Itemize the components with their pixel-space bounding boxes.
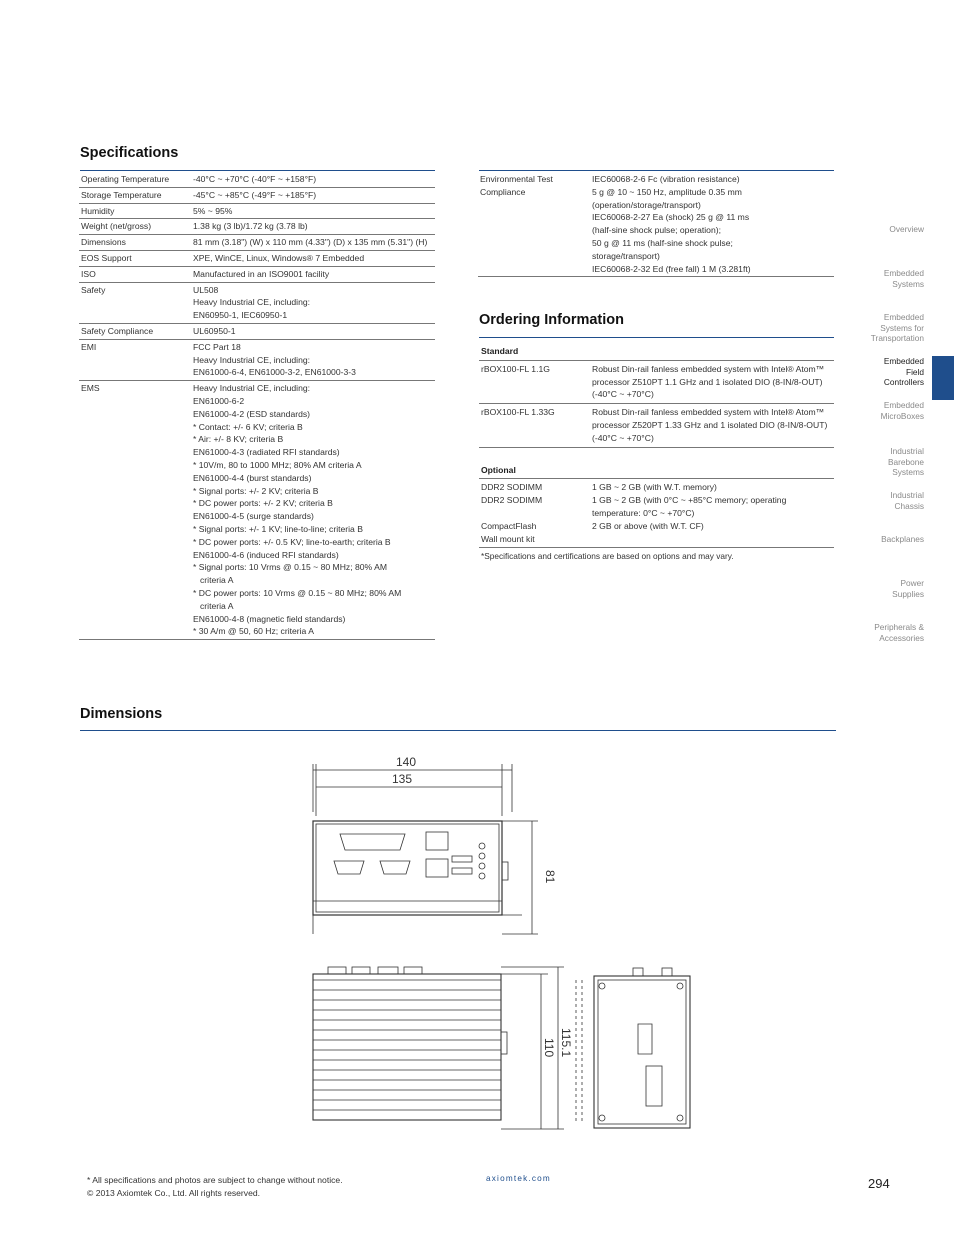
spec-value: [191, 282, 435, 323]
sidenav-item-label: Embedded: [883, 268, 924, 278]
specifications-right-rule: [479, 170, 834, 171]
ordering-description: [592, 363, 832, 401]
sidenav-item-label: Overview: [889, 224, 924, 234]
spec-value-line: * Signal ports: +/- 2 KV; criteria B: [193, 485, 319, 496]
ordering-description: [592, 406, 832, 444]
spec-key: [478, 172, 590, 277]
spec-value-line: -45°C ~ +85°C (-49°F ~ +185°F): [193, 189, 317, 200]
sidenav-item[interactable]: [844, 356, 924, 388]
sidenav-item-label: Controllers: [883, 377, 924, 387]
side-view-drawing: [300, 962, 700, 1134]
sidenav-item-label: Embedded: [883, 400, 924, 410]
optional-values: [592, 481, 832, 545]
sidenav-item-label: Embedded: [883, 312, 924, 322]
spec-value-line: (half-sine shock pulse; operation);: [592, 225, 721, 236]
ordering-model: rBOX100-FL 1.33G: [481, 407, 555, 418]
spec-row: [79, 250, 435, 266]
spec-value-line: (operation/storage/transport): [592, 199, 701, 210]
spec-value-line: criteria A: [200, 575, 234, 586]
sidenav-item-label: Industrial: [890, 490, 924, 500]
spec-row: [478, 172, 834, 277]
spec-value-line: 5% ~ 95%: [193, 205, 233, 216]
dimensions-heading: Dimensions: [80, 706, 163, 722]
spec-key: EMI: [79, 339, 191, 380]
spec-value: [191, 172, 435, 187]
specifications-table: [79, 172, 435, 640]
spec-value-line: * 10V/m, 80 to 1000 MHz; 80% AM criteria A: [193, 459, 362, 470]
spec-row: [79, 219, 435, 235]
spec-row: [79, 282, 435, 323]
sidenav-item[interactable]: [844, 578, 924, 599]
spec-value-line: * DC power ports: +/- 2 KV; criteria B: [193, 498, 333, 509]
spec-value-line: * DC power ports: 10 Vrms @ 0.15 ~ 80 MHz; 80% AM: [193, 587, 402, 598]
spec-value-line: EN61000-4-2 (ESD standards): [193, 408, 311, 419]
optional-value: 1 GB ~ 2 GB (with 0°C ~ +85°C memory; operating: [592, 495, 787, 506]
spec-value-line: EN61000-4-5 (surge standards): [193, 511, 314, 522]
sidenav-item[interactable]: [844, 224, 924, 235]
ordering-description-line: processor Z510PT 1.1 GHz and 1 isolated DIO (8-IN/8-OUT): [592, 376, 823, 387]
optional-key: CompactFlash: [481, 520, 537, 531]
spec-value-line: EN61000-4-8 (magnetic field standards): [193, 613, 346, 624]
spec-value-line: EN61000-4-4 (burst standards): [193, 472, 312, 483]
spec-value-line: EN61000-4-6 (induced RFI standards): [193, 549, 339, 560]
spec-value-line: FCC Part 18: [193, 341, 241, 352]
sidenav-item[interactable]: [844, 446, 924, 478]
sidenav-item-label: Accessories: [879, 632, 924, 643]
ordering-description-line: processor Z520PT 1.33 GHz and 1 isolated DIO (8-IN/8-OUT): [592, 419, 828, 430]
sidenav-item-label: Systems for: [880, 322, 924, 333]
dim-110-label: 110: [542, 1038, 556, 1058]
optional-value: [592, 533, 832, 546]
spec-key: ISO: [79, 266, 191, 282]
spec-value-line: IEC60068-2-32 Ed (free fall) 1 M (3.281ft): [592, 263, 751, 274]
spec-key: EOS Support: [79, 250, 191, 266]
spec-value: [191, 235, 435, 251]
spec-value-line: UL60950-1: [193, 325, 236, 336]
specifications-table-right: [478, 172, 834, 277]
spec-value-line: IEC60068-2-27 Ea (shock) 25 g @ 11 ms: [592, 212, 750, 223]
spec-value-line: UL508: [193, 284, 219, 295]
ordering-description-line: Robust Din-rail fanless embedded system with Intel® Atom™: [592, 407, 825, 418]
spec-value: [191, 339, 435, 380]
spec-key: Operating Temperature: [79, 172, 191, 187]
sidenav-item-label: Industrial: [890, 446, 924, 456]
spec-key-line: Environmental Test: [480, 174, 553, 184]
optional-label: Optional: [479, 458, 834, 480]
sidenav-item-label: Power: [900, 578, 924, 588]
spec-value: [191, 381, 435, 640]
dim-135-label: 135: [392, 772, 413, 786]
page-number: 294: [868, 1176, 890, 1191]
optional-key: DDR2 SODIMM: [481, 482, 543, 493]
spec-value-line: EN61000-6-2: [193, 395, 245, 406]
sidenav-item[interactable]: [844, 490, 924, 511]
spec-value-line: 1.38 kg (3 lb)/1.72 kg (3.78 lb): [193, 221, 308, 232]
spec-value-line: 5 g @ 10 ~ 150 Hz, amplitude 0.35 mm: [592, 186, 742, 197]
sidenav-item[interactable]: [844, 268, 924, 289]
spec-value-line: EN61000-6-4, EN61000-3-2, EN61000-3-3: [193, 367, 356, 378]
spec-key: Weight (net/gross): [79, 219, 191, 235]
spec-value: [191, 219, 435, 235]
spec-value: [590, 172, 834, 277]
dim-115-1-label: 115.1: [559, 1028, 573, 1058]
standard-label: Standard: [479, 339, 834, 361]
footer-url[interactable]: axiomtek.com: [486, 1174, 551, 1183]
ordering-description-line: Robust Din-rail fanless embedded system with Intel® Atom™: [592, 363, 825, 374]
sidenav-item-label: Peripherals &: [874, 622, 924, 632]
sidenav-item-label: Backplanes: [881, 534, 924, 544]
dim-140-label: 140: [396, 755, 417, 769]
spec-row: [79, 187, 435, 203]
spec-row: [79, 235, 435, 251]
active-section-tab: [932, 356, 954, 400]
spec-value-line: * 30 A/m @ 50, 60 Hz; criteria A: [193, 626, 314, 637]
optional-key: Wall mount kit: [481, 533, 535, 544]
sidenav-item[interactable]: [844, 534, 924, 545]
sidenav-item-label: Systems: [892, 278, 924, 289]
spec-row: [79, 339, 435, 380]
spec-value-line: Heavy Industrial CE, including:: [193, 297, 311, 308]
ordering-rule: [479, 337, 834, 338]
dimensions-rule: [80, 730, 836, 731]
optional-value: temperature: 0°C ~ +70°C): [592, 507, 695, 518]
optional-key: [481, 507, 592, 520]
ordering-description-line: (-40°C ~ +70°C): [592, 389, 654, 400]
ordering-table: [479, 339, 834, 565]
sidenav-item-label: Supplies: [892, 588, 924, 599]
ordering-description-line: (-40°C ~ +70°C): [592, 432, 654, 443]
optional-value: 2 GB or above (with W.T. CF): [592, 520, 704, 531]
spec-value-line: Heavy Industrial CE, including:: [193, 354, 311, 365]
spec-key: Storage Temperature: [79, 187, 191, 203]
spec-value-line: * Contact: +/- 6 KV; criteria B: [193, 421, 303, 432]
front-view-drawing: [300, 750, 560, 940]
sidenav-item-label: Chassis: [894, 500, 924, 511]
spec-value-line: -40°C ~ +70°C (-40°F ~ +158°F): [193, 174, 317, 184]
sidenav-item-label: MicroBoxes: [880, 410, 924, 421]
spec-value-line: * DC power ports: +/- 0.5 KV; line-to-earth; criteria B: [193, 536, 391, 547]
spec-value-line: Manufactured in an ISO9001 facility: [193, 268, 330, 279]
spec-value-line: EN60950-1, IEC60950-1: [193, 310, 288, 321]
spec-value: [191, 203, 435, 219]
sidenav-item[interactable]: [844, 312, 924, 344]
spec-row: [79, 323, 435, 339]
spec-value-line: Heavy Industrial CE, including:: [193, 383, 311, 394]
spec-key: Humidity: [79, 203, 191, 219]
spec-value: [191, 250, 435, 266]
spec-row: [79, 266, 435, 282]
sidenav-item[interactable]: [844, 400, 924, 421]
spec-row: [79, 381, 435, 640]
sidenav-item-label: Systems: [892, 467, 924, 477]
spec-value-line: EN61000-4-3 (radiated RFI standards): [193, 447, 340, 458]
optional-block: [479, 479, 834, 548]
spec-value-line: storage/transport): [592, 250, 660, 261]
spec-value-line: IEC60068-2-6 Fc (vibration resistance): [592, 174, 740, 184]
spec-value-line: * Signal ports: 10 Vrms @ 0.15 ~ 80 MHz; 80% AM: [193, 562, 387, 573]
spec-value-line: * Air: +/- 8 KV; criteria B: [193, 434, 284, 445]
spec-key: Safety: [79, 282, 191, 323]
sidenav-item-label: Transportation: [870, 333, 924, 343]
optional-value: 1 GB ~ 2 GB (with W.T. memory): [592, 482, 717, 493]
ordering-model: rBOX100-FL 1.1G: [481, 363, 550, 374]
spec-value: [191, 323, 435, 339]
footer-disclaimer: * All specifications and photos are subject to change without notice.: [87, 1175, 343, 1185]
ordering-gap: [479, 448, 834, 458]
sidenav-item-label: Barebone: [888, 456, 924, 467]
spec-row: [79, 172, 435, 187]
spec-value: [191, 187, 435, 203]
spec-value-line: XPE, WinCE, Linux, Windows® 7 Embedded: [193, 252, 365, 263]
dim-81-label: 81: [543, 870, 557, 884]
spec-key: EMS: [79, 381, 191, 640]
ordering-row: [479, 404, 834, 447]
spec-key: Safety Compliance: [79, 323, 191, 339]
footer-notes: [87, 1174, 343, 1200]
spec-value-line: criteria A: [200, 600, 234, 611]
spec-value-line: 50 g @ 11 ms (half-sine shock pulse;: [592, 237, 733, 248]
spec-value-line: 81 mm (3.18") (W) x 110 mm (4.33") (D) x 135 mm (5.31") (H): [193, 237, 428, 248]
ordering-heading: Ordering Information: [479, 312, 624, 328]
sidenav-item-label: Field: [906, 366, 924, 377]
spec-value: [191, 266, 435, 282]
footer-copyright: © 2013 Axiomtek Co., Ltd. All rights reserved.: [87, 1188, 261, 1198]
specifications-heading: Specifications: [80, 145, 179, 161]
sidenav-item-label: Embedded: [883, 356, 924, 366]
sidenav-item[interactable]: [844, 622, 924, 643]
specifications-rule: [80, 170, 435, 171]
spec-value-line: * Signal ports: +/- 1 KV; line-to-line; criteria B: [193, 523, 363, 534]
ordering-row: [479, 361, 834, 404]
ordering-note: *Specifications and certifications are based on options and may vary.: [481, 551, 734, 562]
optional-key: DDR2 SODIMM: [481, 495, 543, 506]
optional-keys: [481, 481, 592, 545]
spec-key: Dimensions: [79, 235, 191, 251]
spec-row: [79, 203, 435, 219]
spec-key-line: Compliance: [480, 186, 526, 197]
